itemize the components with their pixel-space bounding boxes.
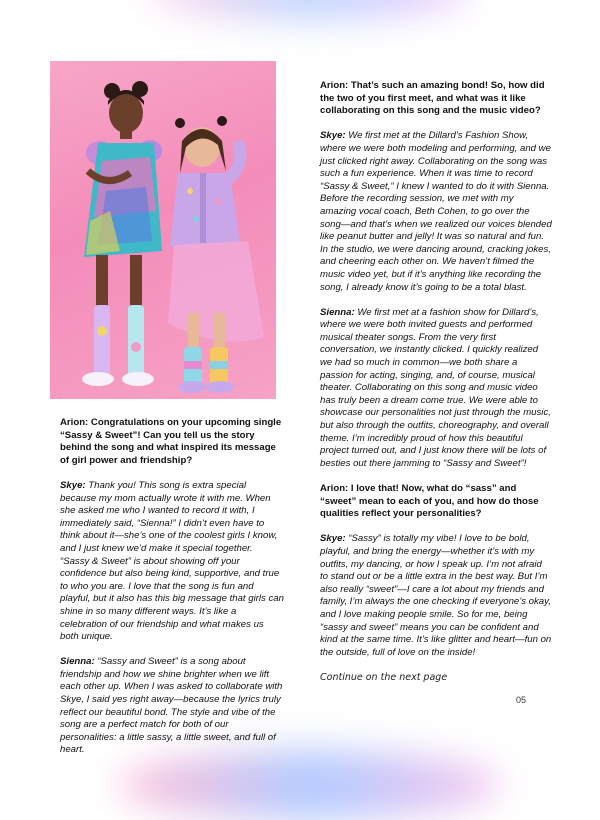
interview-question: Arion: I love that! Now, what do “sass” and “sweet” mean to each of you, and how do those qualities reflect your personalities? — [320, 483, 539, 520]
girl-left-figure — [82, 81, 162, 386]
speaker-name: Skye: — [60, 479, 86, 491]
top-gradient-glow — [150, 0, 470, 20]
sienna-answer — [60, 656, 284, 757]
answer-text: Thank you! This song is extra special because my mom actually wrote it with me. When she asked me who I wanted to record it with, I immediately said, “Sienna!” I didn’t even have to think about it—she’s one of the coolest girls I know, and I just knew we’d make it special together. “Sassy & Sweet” is about showing off your confidence but also being kind, supportive, and true to who you are. I love that the song is fun and playful, but it also has this big message that girls can shine in so many different ways. It’s like a celebration of our friendship and what makes us both unique. — [60, 479, 284, 643]
speaker-name: Skye: — [320, 130, 346, 142]
answer-text: We first met at the Dillard’s Fashion Show, where we were both modeling and performing, and we just clicked right away. Collaborating on the song was such a fun experience. When it was time to record “Sassy & Sweet,” I knew I wanted to do it with Sienna. Before the recording session, we met with my amazing vocal coach, Beth Cohen, to go over the song—and that’s when we realized our voices blended like peanut butter and jelly! It was so natural and fun. In the studio, we were dancing around, cracking jokes, and cheering each other on. We haven’t filmed the music video yet, but if it’s anything like recording the song, I already know it’s going to be a total blast. — [320, 130, 552, 293]
right-column — [320, 80, 552, 697]
girl-right-figure — [168, 116, 264, 393]
answer-text: “Sassy” is totally my vibe! I love to be bold, playful, and bring the energy—whether it’s with my outfits, my dancing, or how I speak up. I’m not afraid to stand out or be a little extra in the best way. But I’m also really “sweet”—I care a lot about my friends and family, I’m always the one checking if everyone’s okay, and I love making people smile. So for me, being “sassy and sweet” means you can be confident and kind at the same time. It’s like glitter and heart—fun on the outside, full of love on the inside! — [320, 533, 552, 658]
interview-question: Arion: Congratulations on your upcoming single “Sassy & Sweet”! Can you tell us the story behind the song and what inspired its message of girl power and friendship? — [60, 417, 282, 466]
skye-answer — [320, 533, 552, 659]
page-number: 05 — [516, 695, 527, 705]
answer-text: We first met at a fashion show for Dillard’s, where we were both invited guests and performed musical theater songs. From the very first conversation, we instantly clicked. I quickly realized we had so much in common—we both share a passion for acting, singing, and, of course, musical theater. Collaborating on this song and music video has truly been a dream come true. We were able to showcase our personalities not just through the music, but also through the outfits, choreography, and overall theme. I’m incredibly proud of how this beautiful project turned out, and I just know there will be lots of besties out there jamming to “Sassy and Sweet”! — [320, 306, 551, 469]
interview-question: Arion: That’s such an amazing bond! So, how did the two of you first meet, and what was it like collaborating on this song and the music video? — [320, 80, 545, 117]
continue-note: Continue on the next page — [320, 671, 448, 683]
answer-text: “Sassy and Sweet” is a song about friendship and how we shine brighter when we lift each other up. When I was asked to collaborate with Skye, I said yes right away—because the lyrics truly reflect our beautiful bond. The style and vibe of the song are a perfect match for both of our personalities: a little sassy, a little sweet, and full of heart. — [60, 656, 283, 756]
left-column — [60, 417, 284, 770]
cover-photo — [50, 61, 276, 399]
sienna-answer — [320, 307, 552, 471]
photo-illustration — [50, 61, 276, 399]
speaker-name: Sienna: — [60, 656, 95, 668]
skye-answer — [60, 480, 284, 644]
speaker-name: Skye: — [320, 533, 346, 545]
skye-answer — [320, 130, 552, 294]
speaker-name: Sienna: — [320, 306, 355, 318]
